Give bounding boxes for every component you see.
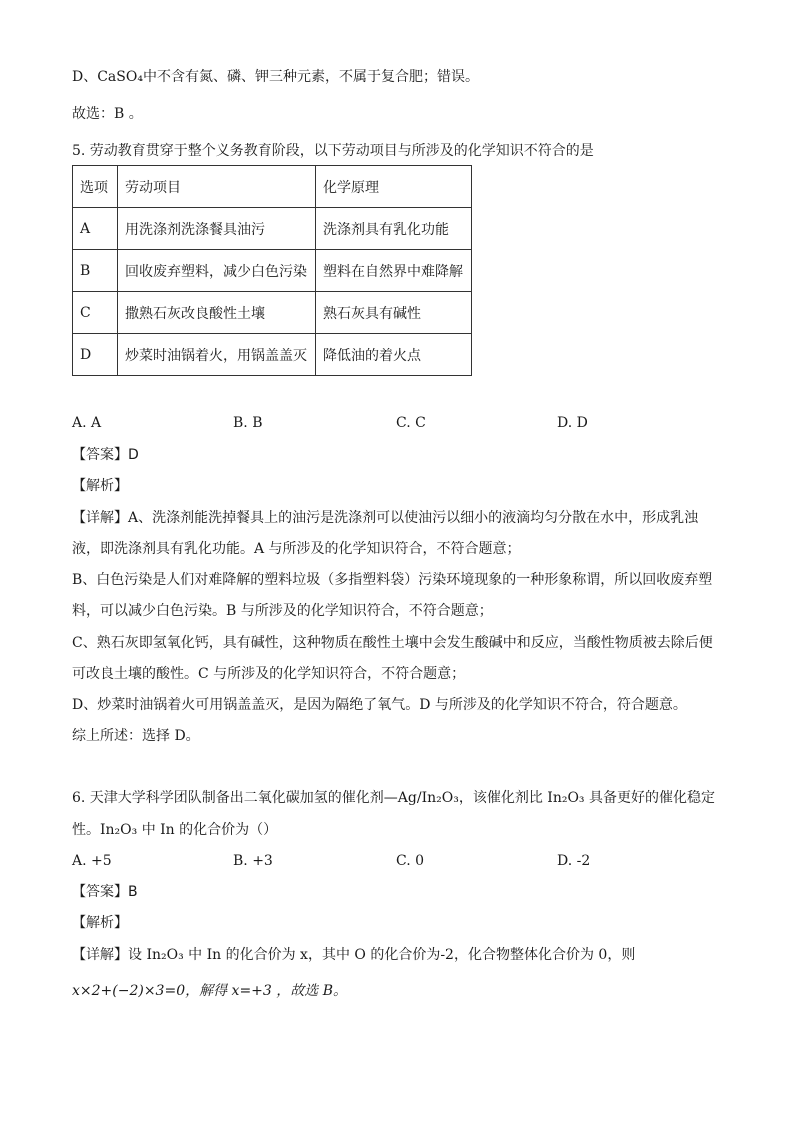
- q6-analysis-tag: 【解析】: [72, 915, 128, 931]
- q5-analysis-tag: 【解析】: [72, 478, 128, 494]
- q6-answer-tag: 【答案】B: [72, 884, 138, 900]
- q5-detail-line: B、白色污染是人们对难降解的塑料垃圾（多指塑料袋）污染环境现象的一种形象称谓，所以回收废弃塑: [72, 572, 713, 588]
- table-cell: D: [73, 334, 118, 376]
- q6-detail-line: 【详解】设 In₂O₃ 中 In 的化合价为 x，其中 O 的化合价为-2，化合物整体化合价为 0，则: [72, 947, 636, 963]
- table-row: [73, 334, 472, 376]
- q5-table: [72, 165, 472, 376]
- q6-option-b[interactable]: B. +3: [233, 853, 273, 869]
- table-header-cell: 选项: [73, 166, 118, 208]
- table-cell: B: [73, 250, 118, 292]
- q5-detail-line: 液，即洗涤剂具有乳化功能。A 与所涉及的化学知识符合，不符合题意；: [72, 541, 521, 557]
- table-cell: 回收废弃塑料，减少白色污染: [118, 250, 316, 292]
- table-header-cell: 劳动项目: [118, 166, 316, 208]
- q5-stem: 5. 劳动教育贯穿于整个义务教育阶段，以下劳动项目与所涉及的化学知识不符合的是: [72, 143, 594, 159]
- q5-option-d[interactable]: D. D: [557, 415, 588, 431]
- q6-options: [72, 851, 712, 871]
- q6-option-d[interactable]: D. -2: [557, 853, 591, 869]
- table-cell: 洗涤剂具有乳化功能: [316, 208, 472, 250]
- prev-option-d-text: D、CaSO₄中不含有氮、磷、钾三种元素，不属于复合肥；错误。: [72, 69, 479, 85]
- table-cell: 熟石灰具有碱性: [316, 292, 472, 334]
- q6-stem-line: 性。In₂O₃ 中 In 的化合价为（）: [72, 822, 278, 838]
- q6-equation-line: x×2+(−2)×3=0，解得 x=+3 ，故选 B。: [72, 983, 348, 999]
- table-cell: C: [73, 292, 118, 334]
- table-cell: 用洗涤剂洗涤餐具油污: [118, 208, 316, 250]
- q5-option-c[interactable]: C. C: [396, 415, 426, 431]
- table-header-row: [73, 166, 472, 208]
- q5-detail-line: D、炒菜时油锅着火可用锅盖盖灭，是因为隔绝了氧气。D 与所涉及的化学知识不符合，符合题意。: [72, 697, 687, 713]
- table-cell: 撒熟石灰改良酸性土壤: [118, 292, 316, 334]
- q5-detail-line: 可改良土壤的酸性。C 与所涉及的化学知识符合，不符合题意；: [72, 666, 466, 682]
- table-row: [73, 292, 472, 334]
- q6-option-c[interactable]: C. 0: [396, 853, 425, 869]
- q5-options: [72, 413, 712, 433]
- q5-option-b[interactable]: B. B: [233, 415, 263, 431]
- q5-option-a[interactable]: A. A: [72, 415, 102, 431]
- q5-answer-tag: 【答案】D: [72, 447, 139, 463]
- prev-answer-line: 故选：B 。: [72, 106, 143, 122]
- table-cell: 塑料在自然界中难降解: [316, 250, 472, 292]
- table-cell: 降低油的着火点: [316, 334, 472, 376]
- table-cell: 炒菜时油锅着火，用锅盖盖灭: [118, 334, 316, 376]
- q5-summary-line: 综上所述：选择 D。: [72, 728, 200, 744]
- q5-detail-line: 【详解】A、洗涤剂能洗掉餐具上的油污是洗涤剂可以使油污以细小的液滴均匀分散在水中，形成乳浊: [72, 510, 699, 526]
- table-cell: A: [73, 208, 118, 250]
- q6-option-a[interactable]: A. +5: [72, 853, 112, 869]
- table-row: [73, 250, 472, 292]
- q6-stem-line: 6. 天津大学科学团队制备出二氧化碳加氢的催化剂—Ag/In₂O₃，该催化剂比 In₂O₃ 具备更好的催化稳定: [72, 790, 715, 806]
- q5-detail-line: C、熟石灰即氢氧化钙，具有碱性，这种物质在酸性土壤中会发生酸碱中和反应，当酸性物质被去除后便: [72, 635, 713, 651]
- table-header-cell: 化学原理: [316, 166, 472, 208]
- q5-detail-line: 料，可以减少白色污染。B 与所涉及的化学知识符合，不符合题意；: [72, 603, 493, 619]
- table-row: [73, 208, 472, 250]
